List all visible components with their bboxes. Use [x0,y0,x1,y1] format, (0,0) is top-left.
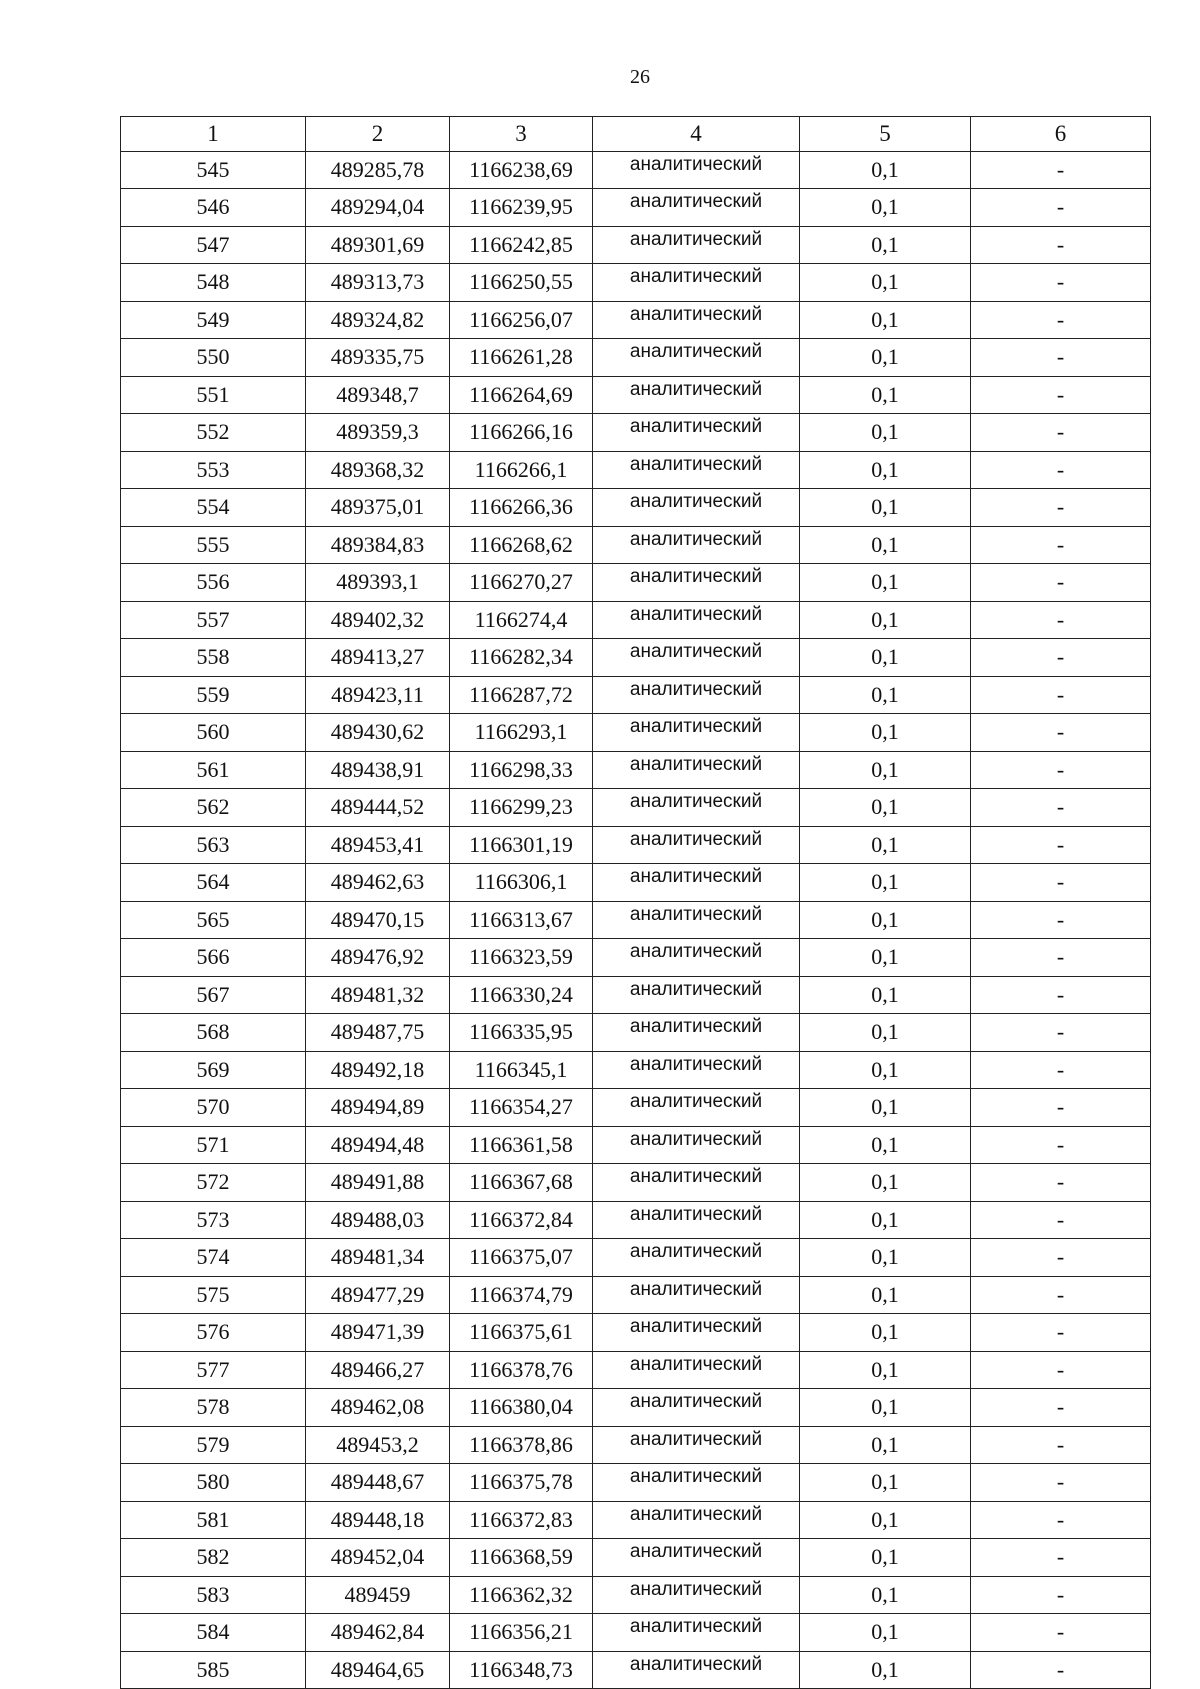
point-number-cell: 547 [121,226,306,264]
y-coordinate-cell: 1166266,16 [450,414,593,452]
method-cell: аналитический [593,301,800,339]
column-header-5: 5 [800,117,971,152]
method-cell: аналитический [593,526,800,564]
note-cell: - [971,1389,1151,1427]
point-number-cell: 569 [121,1051,306,1089]
method-cell: аналитический [593,826,800,864]
point-number-cell: 560 [121,714,306,752]
y-coordinate-cell: 1166313,67 [450,901,593,939]
method-cell: аналитический [593,976,800,1014]
y-coordinate-cell: 1166266,1 [450,451,593,489]
point-number-cell: 549 [121,301,306,339]
x-coordinate-cell: 489462,84 [306,1614,450,1652]
accuracy-cell: 0,1 [800,826,971,864]
y-coordinate-cell: 1166323,59 [450,939,593,977]
table-row [121,1239,1151,1277]
x-coordinate-cell: 489466,27 [306,1351,450,1389]
accuracy-cell: 0,1 [800,676,971,714]
accuracy-cell: 0,1 [800,1126,971,1164]
note-cell: - [971,976,1151,1014]
note-cell: - [971,1276,1151,1314]
method-cell: аналитический [593,414,800,452]
note-cell: - [971,189,1151,227]
x-coordinate-cell: 489368,32 [306,451,450,489]
x-coordinate-cell: 489285,78 [306,151,450,189]
point-number-cell: 552 [121,414,306,452]
accuracy-cell: 0,1 [800,639,971,677]
note-cell: - [971,1576,1151,1614]
y-coordinate-cell: 1166282,34 [450,639,593,677]
x-coordinate-cell: 489301,69 [306,226,450,264]
y-coordinate-cell: 1166238,69 [450,151,593,189]
note-cell: - [971,1351,1151,1389]
method-cell: аналитический [593,451,800,489]
accuracy-cell: 0,1 [800,226,971,264]
accuracy-cell: 0,1 [800,901,971,939]
note-cell: - [971,1314,1151,1352]
column-header-1: 1 [121,117,306,152]
accuracy-cell: 0,1 [800,414,971,452]
point-number-cell: 578 [121,1389,306,1427]
note-cell: - [971,1126,1151,1164]
note-cell: - [971,1014,1151,1052]
method-cell: аналитический [593,1576,800,1614]
note-cell: - [971,901,1151,939]
point-number-cell: 563 [121,826,306,864]
table-row [121,1539,1151,1577]
method-cell: аналитический [593,1389,800,1427]
note-cell: - [971,489,1151,527]
note-cell: - [971,564,1151,602]
accuracy-cell: 0,1 [800,1351,971,1389]
accuracy-cell: 0,1 [800,264,971,302]
point-number-cell: 555 [121,526,306,564]
accuracy-cell: 0,1 [800,1276,971,1314]
table-row [121,751,1151,789]
accuracy-cell: 0,1 [800,1426,971,1464]
y-coordinate-cell: 1166378,86 [450,1426,593,1464]
y-coordinate-cell: 1166287,72 [450,676,593,714]
note-cell: - [971,639,1151,677]
method-cell: аналитический [593,601,800,639]
y-coordinate-cell: 1166356,21 [450,1614,593,1652]
note-cell: - [971,1651,1151,1689]
accuracy-cell: 0,1 [800,601,971,639]
y-coordinate-cell: 1166330,24 [450,976,593,1014]
accuracy-cell: 0,1 [800,939,971,977]
method-cell: аналитический [593,339,800,377]
x-coordinate-cell: 489477,29 [306,1276,450,1314]
x-coordinate-cell: 489494,89 [306,1089,450,1127]
point-number-cell: 551 [121,376,306,414]
table-row [121,1576,1151,1614]
point-number-cell: 548 [121,264,306,302]
point-number-cell: 574 [121,1239,306,1277]
table-row [121,1051,1151,1089]
accuracy-cell: 0,1 [800,339,971,377]
y-coordinate-cell: 1166375,78 [450,1464,593,1502]
method-cell: аналитический [593,901,800,939]
note-cell: - [971,864,1151,902]
x-coordinate-cell: 489413,27 [306,639,450,677]
x-coordinate-cell: 489453,2 [306,1426,450,1464]
point-number-cell: 582 [121,1539,306,1577]
table-row [121,789,1151,827]
column-header-4: 4 [593,117,800,152]
x-coordinate-cell: 489464,65 [306,1651,450,1689]
column-header-6: 6 [971,117,1151,152]
x-coordinate-cell: 489488,03 [306,1201,450,1239]
table-row [121,714,1151,752]
point-number-cell: 581 [121,1501,306,1539]
accuracy-cell: 0,1 [800,789,971,827]
note-cell: - [971,451,1151,489]
x-coordinate-cell: 489452,04 [306,1539,450,1577]
method-cell: аналитический [593,1651,800,1689]
table-row [121,1164,1151,1202]
point-number-cell: 564 [121,864,306,902]
method-cell: аналитический [593,189,800,227]
note-cell: - [971,526,1151,564]
method-cell: аналитический [593,1351,800,1389]
x-coordinate-cell: 489313,73 [306,264,450,302]
table-row [121,1089,1151,1127]
point-number-cell: 562 [121,789,306,827]
note-cell: - [971,1614,1151,1652]
method-cell: аналитический [593,714,800,752]
point-number-cell: 557 [121,601,306,639]
note-cell: - [971,1239,1151,1277]
note-cell: - [971,1201,1151,1239]
method-cell: аналитический [593,676,800,714]
point-number-cell: 583 [121,1576,306,1614]
note-cell: - [971,1089,1151,1127]
x-coordinate-cell: 489430,62 [306,714,450,752]
note-cell: - [971,151,1151,189]
y-coordinate-cell: 1166335,95 [450,1014,593,1052]
accuracy-cell: 0,1 [800,1164,971,1202]
table-row [121,601,1151,639]
x-coordinate-cell: 489335,75 [306,339,450,377]
y-coordinate-cell: 1166380,04 [450,1389,593,1427]
y-coordinate-cell: 1166261,28 [450,339,593,377]
note-cell: - [971,376,1151,414]
point-number-cell: 571 [121,1126,306,1164]
x-coordinate-cell: 489494,48 [306,1126,450,1164]
y-coordinate-cell: 1166301,19 [450,826,593,864]
y-coordinate-cell: 1166378,76 [450,1351,593,1389]
accuracy-cell: 0,1 [800,1201,971,1239]
table-row [121,226,1151,264]
coordinates-table [120,116,1151,1689]
method-cell: аналитический [593,1539,800,1577]
x-coordinate-cell: 489393,1 [306,564,450,602]
accuracy-cell: 0,1 [800,151,971,189]
point-number-cell: 554 [121,489,306,527]
accuracy-cell: 0,1 [800,451,971,489]
x-coordinate-cell: 489294,04 [306,189,450,227]
point-number-cell: 580 [121,1464,306,1502]
note-cell: - [971,1501,1151,1539]
method-cell: аналитический [593,489,800,527]
method-cell: аналитический [593,151,800,189]
table-row [121,826,1151,864]
table-row [121,976,1151,1014]
y-coordinate-cell: 1166372,84 [450,1201,593,1239]
point-number-cell: 576 [121,1314,306,1352]
table-row [121,376,1151,414]
accuracy-cell: 0,1 [800,1389,971,1427]
x-coordinate-cell: 489481,32 [306,976,450,1014]
table-row [121,901,1151,939]
x-coordinate-cell: 489359,3 [306,414,450,452]
method-cell: аналитический [593,639,800,677]
table-header [121,117,1151,152]
x-coordinate-cell: 489324,82 [306,301,450,339]
x-coordinate-cell: 489423,11 [306,676,450,714]
table-row [121,526,1151,564]
table-row [121,1014,1151,1052]
table-row [121,864,1151,902]
accuracy-cell: 0,1 [800,376,971,414]
accuracy-cell: 0,1 [800,864,971,902]
x-coordinate-cell: 489444,52 [306,789,450,827]
x-coordinate-cell: 489448,67 [306,1464,450,1502]
note-cell: - [971,751,1151,789]
y-coordinate-cell: 1166274,4 [450,601,593,639]
method-cell: аналитический [593,1051,800,1089]
method-cell: аналитический [593,1614,800,1652]
y-coordinate-cell: 1166298,33 [450,751,593,789]
method-cell: аналитический [593,751,800,789]
point-number-cell: 585 [121,1651,306,1689]
point-number-cell: 550 [121,339,306,377]
table-row [121,939,1151,977]
accuracy-cell: 0,1 [800,1501,971,1539]
note-cell: - [971,1539,1151,1577]
table-row [121,151,1151,189]
accuracy-cell: 0,1 [800,489,971,527]
y-coordinate-cell: 1166264,69 [450,376,593,414]
y-coordinate-cell: 1166293,1 [450,714,593,752]
point-number-cell: 566 [121,939,306,977]
point-number-cell: 556 [121,564,306,602]
y-coordinate-cell: 1166375,07 [450,1239,593,1277]
table-row [121,1276,1151,1314]
method-cell: аналитический [593,1464,800,1502]
point-number-cell: 577 [121,1351,306,1389]
note-cell: - [971,789,1151,827]
method-cell: аналитический [593,564,800,602]
y-coordinate-cell: 1166367,68 [450,1164,593,1202]
x-coordinate-cell: 489462,63 [306,864,450,902]
table-row [121,414,1151,452]
y-coordinate-cell: 1166239,95 [450,189,593,227]
accuracy-cell: 0,1 [800,301,971,339]
table-row [121,1501,1151,1539]
table-row [121,1314,1151,1352]
y-coordinate-cell: 1166270,27 [450,564,593,602]
method-cell: аналитический [593,1014,800,1052]
header-row [121,117,1151,152]
y-coordinate-cell: 1166256,07 [450,301,593,339]
method-cell: аналитический [593,1201,800,1239]
method-cell: аналитический [593,1089,800,1127]
table-row [121,1201,1151,1239]
accuracy-cell: 0,1 [800,1014,971,1052]
point-number-cell: 559 [121,676,306,714]
x-coordinate-cell: 489470,15 [306,901,450,939]
table-row [121,1389,1151,1427]
note-cell: - [971,1426,1151,1464]
note-cell: - [971,339,1151,377]
table-row [121,1426,1151,1464]
x-coordinate-cell: 489375,01 [306,489,450,527]
accuracy-cell: 0,1 [800,1576,971,1614]
accuracy-cell: 0,1 [800,976,971,1014]
table-row [121,1351,1151,1389]
point-number-cell: 573 [121,1201,306,1239]
accuracy-cell: 0,1 [800,526,971,564]
point-number-cell: 565 [121,901,306,939]
point-number-cell: 584 [121,1614,306,1652]
y-coordinate-cell: 1166361,58 [450,1126,593,1164]
x-coordinate-cell: 489462,08 [306,1389,450,1427]
note-cell: - [971,939,1151,977]
table-row [121,564,1151,602]
y-coordinate-cell: 1166306,1 [450,864,593,902]
method-cell: аналитический [593,1501,800,1539]
accuracy-cell: 0,1 [800,1464,971,1502]
y-coordinate-cell: 1166375,61 [450,1314,593,1352]
table-row [121,301,1151,339]
note-cell: - [971,414,1151,452]
column-header-2: 2 [306,117,450,152]
accuracy-cell: 0,1 [800,751,971,789]
y-coordinate-cell: 1166250,55 [450,264,593,302]
x-coordinate-cell: 489487,75 [306,1014,450,1052]
method-cell: аналитический [593,1239,800,1277]
method-cell: аналитический [593,226,800,264]
method-cell: аналитический [593,1276,800,1314]
table-row [121,676,1151,714]
y-coordinate-cell: 1166299,23 [450,789,593,827]
y-coordinate-cell: 1166374,79 [450,1276,593,1314]
page-number: 26 [630,66,650,88]
note-cell: - [971,714,1151,752]
point-number-cell: 567 [121,976,306,1014]
method-cell: аналитический [593,864,800,902]
x-coordinate-cell: 489453,41 [306,826,450,864]
method-cell: аналитический [593,376,800,414]
table-row [121,489,1151,527]
note-cell: - [971,601,1151,639]
x-coordinate-cell: 489348,7 [306,376,450,414]
table-row [121,339,1151,377]
table-body [121,151,1151,1689]
note-cell: - [971,1051,1151,1089]
x-coordinate-cell: 489471,39 [306,1314,450,1352]
y-coordinate-cell: 1166354,27 [450,1089,593,1127]
method-cell: аналитический [593,1314,800,1352]
table-row [121,1464,1151,1502]
x-coordinate-cell: 489459 [306,1576,450,1614]
method-cell: аналитический [593,789,800,827]
method-cell: аналитический [593,1426,800,1464]
x-coordinate-cell: 489476,92 [306,939,450,977]
table-row [121,1651,1151,1689]
y-coordinate-cell: 1166348,73 [450,1651,593,1689]
accuracy-cell: 0,1 [800,1539,971,1577]
table-row [121,264,1151,302]
point-number-cell: 570 [121,1089,306,1127]
table-row [121,451,1151,489]
x-coordinate-cell: 489384,83 [306,526,450,564]
method-cell: аналитический [593,939,800,977]
accuracy-cell: 0,1 [800,189,971,227]
point-number-cell: 558 [121,639,306,677]
table-row [121,639,1151,677]
point-number-cell: 561 [121,751,306,789]
point-number-cell: 545 [121,151,306,189]
x-coordinate-cell: 489438,91 [306,751,450,789]
y-coordinate-cell: 1166372,83 [450,1501,593,1539]
point-number-cell: 546 [121,189,306,227]
note-cell: - [971,301,1151,339]
x-coordinate-cell: 489402,32 [306,601,450,639]
note-cell: - [971,264,1151,302]
table-row [121,1614,1151,1652]
y-coordinate-cell: 1166268,62 [450,526,593,564]
note-cell: - [971,1464,1151,1502]
note-cell: - [971,826,1151,864]
x-coordinate-cell: 489448,18 [306,1501,450,1539]
point-number-cell: 575 [121,1276,306,1314]
method-cell: аналитический [593,1164,800,1202]
method-cell: аналитический [593,264,800,302]
accuracy-cell: 0,1 [800,714,971,752]
table-row [121,189,1151,227]
point-number-cell: 568 [121,1014,306,1052]
accuracy-cell: 0,1 [800,1089,971,1127]
accuracy-cell: 0,1 [800,1239,971,1277]
y-coordinate-cell: 1166266,36 [450,489,593,527]
y-coordinate-cell: 1166345,1 [450,1051,593,1089]
accuracy-cell: 0,1 [800,1614,971,1652]
y-coordinate-cell: 1166242,85 [450,226,593,264]
x-coordinate-cell: 489491,88 [306,1164,450,1202]
point-number-cell: 579 [121,1426,306,1464]
note-cell: - [971,226,1151,264]
x-coordinate-cell: 489481,34 [306,1239,450,1277]
y-coordinate-cell: 1166362,32 [450,1576,593,1614]
point-number-cell: 553 [121,451,306,489]
note-cell: - [971,1164,1151,1202]
accuracy-cell: 0,1 [800,1314,971,1352]
table-row [121,1126,1151,1164]
accuracy-cell: 0,1 [800,564,971,602]
note-cell: - [971,676,1151,714]
y-coordinate-cell: 1166368,59 [450,1539,593,1577]
x-coordinate-cell: 489492,18 [306,1051,450,1089]
accuracy-cell: 0,1 [800,1651,971,1689]
point-number-cell: 572 [121,1164,306,1202]
accuracy-cell: 0,1 [800,1051,971,1089]
method-cell: аналитический [593,1126,800,1164]
column-header-3: 3 [450,117,593,152]
